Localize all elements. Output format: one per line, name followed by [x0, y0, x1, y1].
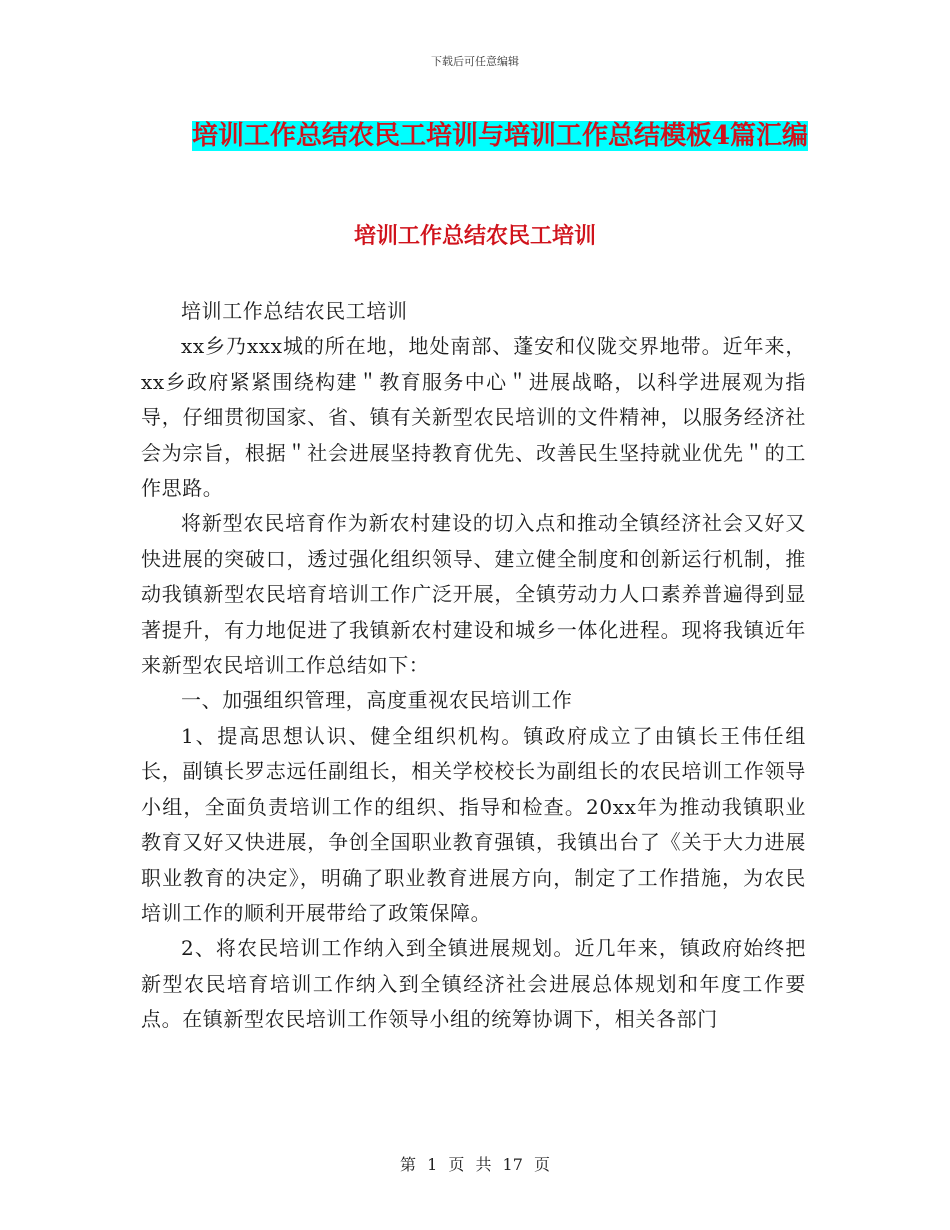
paragraph: 将新型农民培育作为新农村建设的切入点和推动全镇经济社会又好又快进展的突破口，透过强化组织领导、建立健全制度和创新运行机制，推动我镇新型农民培育培训工作广泛开展，全镇劳动力人口素养普遍得到显著提升，有力地促进了我镇新农村建设和城乡一体化进程。现将我镇近年来新型农民培训工作总结如下：	[141, 511, 806, 678]
paragraph: 一、加强组织管理，高度重视农民培训工作	[181, 688, 573, 713]
paragraph: 1、提高思想认识、健全组织机构。镇政府成立了由镇长王伟任组长，副镇长罗志远任副组长，相关学校校长为副组长的农民培训工作领导小组，全面负责培训工作的组织、指导和检查。20xx年为推动我镇职业教育又好又快进展，争创全国职业教育强镇，我镇出台了《关于大力进展职业教育的决定》，明确了职业教育进展方向，制定了工作措施，为农民培训工作的顺利开展带给了政策保障。	[141, 723, 806, 925]
paragraph: 培训工作总结农民工培训	[181, 299, 408, 323]
section-title: 培训工作总结农民工培训	[353, 223, 596, 249]
paragraph: 2、将农民培训工作纳入到全镇进展规划。近几年来，镇政府始终把新型农民培育培训工作纳入到全镇经济社会进展总体规划和年度工作要点。在镇新型农民培训工作领导小组的统筹协调下，相关各部门	[141, 936, 806, 1032]
paragraph: xx乡乃xxx城的所在地，地处南部、蓬安和仪陇交界地带。近年来，xx乡政府紧紧围绕构建＂教育服务中心＂进展战略，以科学进展观为指导，仔细贯彻国家、省、镇有关新型农民培训的文件精神，以服务经济社会为宗旨，根据＂社会进展坚持教育优先、改善民生坚持就业优先＂的工作思路。	[141, 334, 806, 501]
header-note: 下载后可任意编辑	[431, 55, 519, 68]
page-footer: 第 1 页 共 17 页	[400, 1155, 550, 1174]
body-text	[141, 294, 806, 1038]
document-title-text: 培训工作总结农民工培训与培训工作总结模板4篇汇编	[191, 121, 809, 151]
document-title	[190, 113, 810, 159]
